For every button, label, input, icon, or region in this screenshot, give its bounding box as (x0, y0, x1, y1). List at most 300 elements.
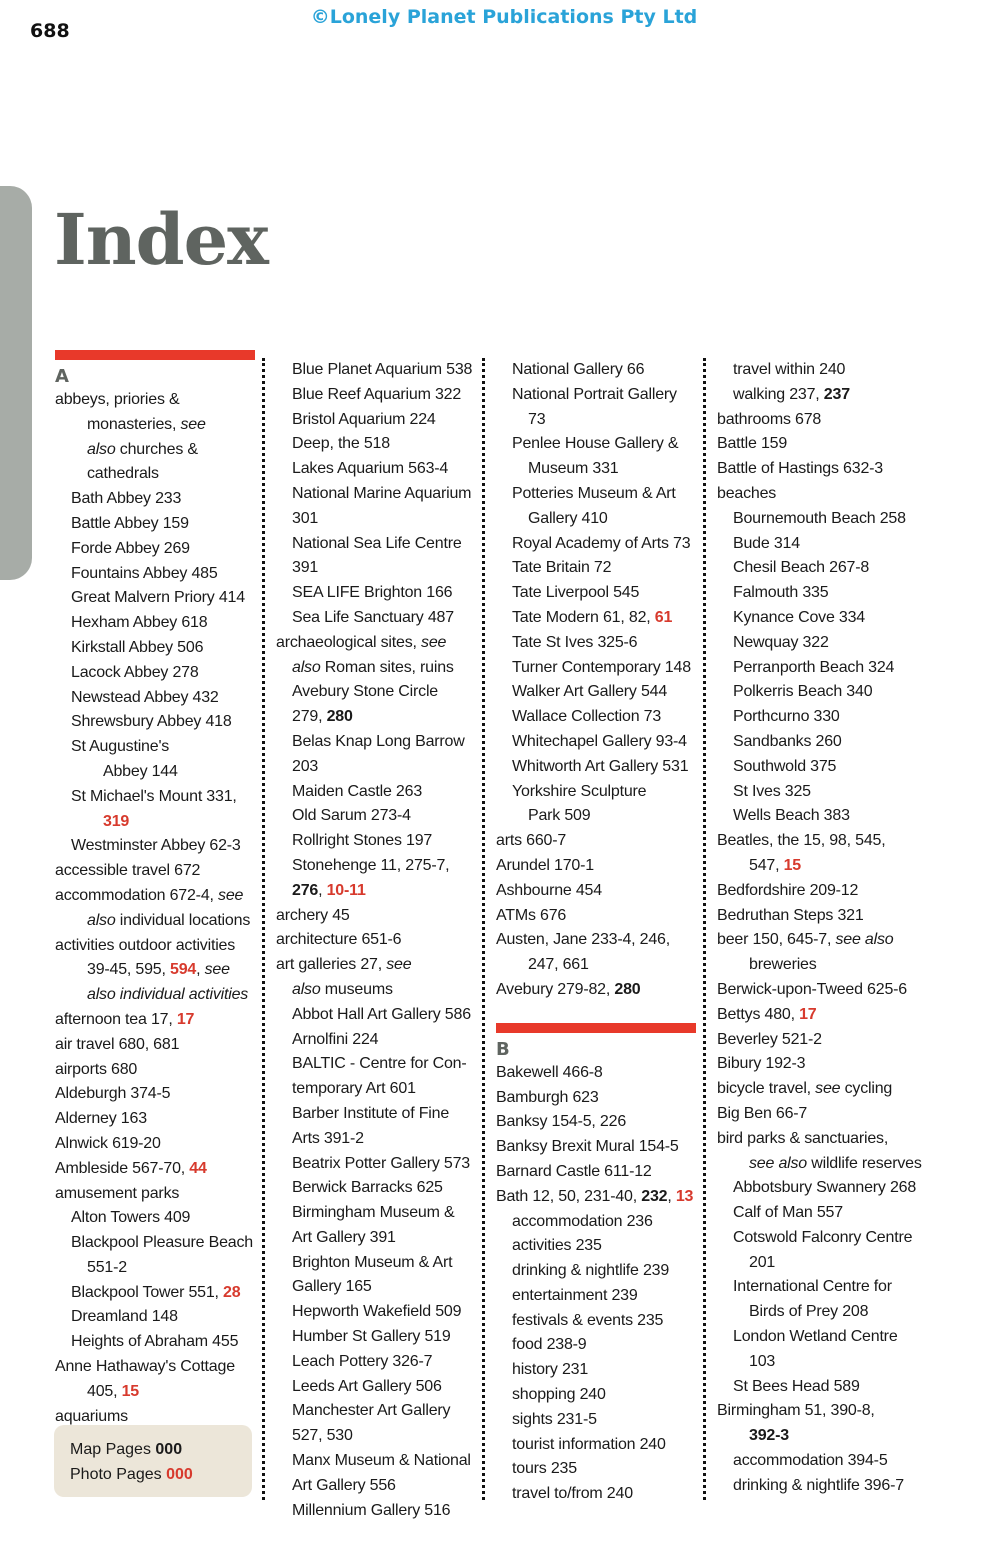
entry-text: Alton Towers 409 (71, 1209, 191, 1227)
map-page-ref: 392-3 (749, 1427, 789, 1445)
entry-text: Bedfordshire 209-12 (717, 881, 859, 899)
index-entry (496, 532, 696, 557)
index-entry (496, 879, 696, 904)
entry-text: bathrooms 678 (717, 410, 822, 428)
index-entry (496, 432, 696, 457)
index-entry (276, 656, 476, 681)
index-entry (496, 1110, 696, 1135)
entry-text: archaeological sites, (276, 633, 422, 651)
entry-text: 279, (292, 708, 327, 726)
entry-text: Leeds Art Gallery 506 (292, 1377, 442, 1395)
photo-page-ref: 17 (176, 1010, 195, 1028)
entry-text: Battle 159 (717, 435, 788, 453)
index-entry (717, 432, 917, 457)
entry-text: monasteries, (87, 415, 181, 433)
index-entry (496, 1309, 696, 1334)
index-entry (276, 457, 476, 482)
entry-text: air travel 680, 681 (55, 1035, 180, 1053)
entry-text: see (180, 415, 206, 433)
index-entry (276, 408, 476, 433)
entry-text: Bristol Aquarium 224 (292, 410, 436, 428)
entry-text: Deep, the 518 (292, 435, 390, 453)
entry-text: 551-2 (87, 1258, 127, 1276)
entry-text: also (292, 980, 321, 998)
index-entry (55, 1380, 255, 1405)
entry-text: amusement parks (55, 1184, 180, 1202)
index-column-2 (276, 358, 476, 1523)
index-entry (496, 457, 696, 482)
entry-text: Yorkshire Sculpture (512, 782, 647, 800)
index-entry (276, 1077, 476, 1102)
index-entry (717, 1077, 917, 1102)
index-entry (276, 1275, 476, 1300)
entry-text: Penlee House Gallery & (512, 435, 679, 453)
entry-text: Bath 12, 50, 231-40, (496, 1187, 642, 1205)
index-entry (717, 1028, 917, 1053)
entry-text: Gallery 410 (528, 509, 608, 527)
index-entry (717, 1226, 917, 1251)
index-entry (276, 1474, 476, 1499)
index-entry (55, 934, 255, 959)
entry-text: entertainment 239 (512, 1286, 638, 1304)
side-tab (0, 186, 32, 580)
section-rule (496, 1023, 696, 1033)
entry-text: bicycle travel, (717, 1080, 816, 1098)
entry-text: Forde Abbey 269 (71, 539, 190, 557)
index-entry (55, 512, 255, 537)
entry-text: Battle Abbey 159 (71, 514, 189, 532)
entry-text: see (815, 1080, 841, 1098)
entry-text: architecture 651-6 (276, 931, 402, 949)
entry-text: travel to/from 240 (512, 1485, 633, 1503)
entry-text: Millennium Gallery 516 (292, 1501, 451, 1519)
index-entry (276, 780, 476, 805)
index-entry (276, 705, 476, 730)
entry-text: aquariums (55, 1407, 128, 1425)
column-divider (262, 358, 265, 1500)
entry-text: food 238-9 (512, 1336, 587, 1354)
index-entry (496, 1234, 696, 1259)
index-entry (717, 953, 917, 978)
index-entry (55, 1256, 255, 1281)
index-entry (55, 1206, 255, 1231)
entry-text: Berwick-upon-Tweed 625-6 (717, 980, 907, 998)
page-title: Index (54, 198, 268, 281)
entry-text: Alderney 163 (55, 1110, 147, 1128)
entry-text: National Gallery 66 (512, 361, 645, 378)
index-entry (276, 680, 476, 705)
entry-text: Manx Museum & National (292, 1452, 471, 1470)
entry-text: London Wetland Centre (733, 1328, 898, 1346)
entry-text: Old Sarum 273-4 (292, 807, 411, 825)
entry-text: Kirkstall Abbey 506 (71, 638, 204, 656)
entry-text: Arts 391-2 (292, 1129, 364, 1147)
entry-text: International Centre for (733, 1278, 892, 1296)
index-entry (55, 413, 255, 438)
index-entry (55, 1305, 255, 1330)
index-entry (276, 1424, 476, 1449)
entry-text: Leach Pottery 326-7 (292, 1352, 433, 1370)
index-entry (55, 661, 255, 686)
index-entry (55, 1281, 255, 1306)
entry-text: Turner Contemporary 148 (512, 658, 691, 676)
index-entry (276, 1499, 476, 1524)
entry-text: Bibury 192-3 (717, 1055, 806, 1073)
index-entry (496, 408, 696, 433)
index-column-1 (55, 358, 255, 1429)
entry-text: Fountains Abbey 485 (71, 564, 218, 582)
index-entry (717, 408, 917, 433)
index-entry (496, 904, 696, 929)
index-entry (55, 537, 255, 562)
section-gap (496, 1003, 696, 1023)
index-entry (717, 581, 917, 606)
index-entry (496, 1482, 696, 1507)
entry-text: drinking & nightlife 239 (512, 1262, 670, 1280)
index-entry (55, 1330, 255, 1355)
index-entry (276, 1449, 476, 1474)
entry-text: Bournemouth Beach 258 (733, 509, 906, 527)
index-entry (55, 834, 255, 859)
index-entry (276, 953, 476, 978)
index-entry (496, 383, 696, 408)
entry-text: Beatrix Potter Gallery 573 (292, 1154, 470, 1172)
index-entry (717, 978, 917, 1003)
entry-text: Arnolfini 224 (292, 1030, 379, 1048)
entry-text: 201 (749, 1253, 776, 1271)
index-entry (276, 854, 476, 879)
index-entry (276, 383, 476, 408)
entry-text: abbeys, priories & (55, 391, 180, 408)
index-entry (717, 532, 917, 557)
entry-text: Barber Institute of Fine (292, 1104, 450, 1122)
entry-text: 527, 530 (292, 1427, 353, 1445)
entry-text: history 231 (512, 1361, 589, 1379)
index-entry (717, 1449, 917, 1474)
index-entry (717, 1375, 917, 1400)
index-entry (496, 1210, 696, 1235)
entry-text: Humber St Gallery 519 (292, 1328, 451, 1346)
entry-text: festivals & events 235 (512, 1311, 664, 1329)
index-entry (276, 755, 476, 780)
entry-text: Tate St Ives 325-6 (512, 633, 638, 651)
entry-text: SEA LIFE Brighton 166 (292, 584, 453, 602)
entry-text: Abbotsbury Swannery 268 (733, 1179, 917, 1197)
entry-text: National Marine Aquarium (292, 484, 472, 502)
index-entry (276, 482, 476, 507)
index-entry (496, 606, 696, 631)
entry-text: Perranporth Beach 324 (733, 658, 895, 676)
index-entry (276, 556, 476, 581)
entry-text: Museum 331 (528, 460, 619, 478)
index-entry (276, 978, 476, 1003)
index-entry (717, 656, 917, 681)
entry-text: National Sea Life Centre (292, 534, 462, 552)
entry-text: 547, (749, 856, 784, 874)
index-entry (55, 611, 255, 636)
index-entry (276, 507, 476, 532)
entry-text: Abbot Hall Art Gallery 586 (292, 1005, 471, 1023)
index-entry (717, 1350, 917, 1375)
index-entry (717, 507, 917, 532)
entry-text: breweries (749, 956, 817, 974)
index-entry (276, 581, 476, 606)
entry-text: Beverley 521-2 (717, 1030, 822, 1048)
index-entry (496, 804, 696, 829)
entry-text: Belas Knap Long Barrow (292, 732, 465, 750)
index-entry (496, 780, 696, 805)
entry-text: Beatles, the 15, 98, 545, (717, 832, 886, 850)
index-entry (55, 1157, 255, 1182)
index-entry (276, 1300, 476, 1325)
entry-text: Newquay 322 (733, 633, 829, 651)
index-entry (276, 1201, 476, 1226)
entry-text: arts 660-7 (496, 832, 567, 850)
entry-text: Art Gallery 556 (292, 1476, 396, 1494)
index-entry (496, 358, 696, 383)
entry-text: Calf of Man 557 (733, 1204, 843, 1222)
index-entry (496, 680, 696, 705)
index-entry (717, 1052, 917, 1077)
index-entry (55, 859, 255, 884)
index-entry (496, 656, 696, 681)
index-entry (496, 1160, 696, 1185)
index-entry (276, 1152, 476, 1177)
map-page-ref: 237 (823, 385, 850, 403)
index-entry (55, 686, 255, 711)
index-entry (717, 457, 917, 482)
index-entry (496, 556, 696, 581)
index-entry (55, 1231, 255, 1256)
index-entry (276, 532, 476, 557)
index-entry (717, 829, 917, 854)
entry-text: Austen, Jane 233-4, 246, (496, 931, 670, 949)
entry-text: , (318, 881, 327, 899)
photo-page-ref: 319 (103, 812, 130, 830)
entry-text: tourist information 240 (512, 1435, 666, 1453)
entry-text: bird parks & sanctuaries, (717, 1129, 889, 1147)
index-entry (276, 804, 476, 829)
index-entry (55, 636, 255, 661)
index-entry (496, 854, 696, 879)
entry-text: Brighton Museum & Art (292, 1253, 453, 1271)
index-entry (496, 1086, 696, 1111)
index-entry (496, 928, 696, 953)
index-entry (55, 586, 255, 611)
entry-text: 391 (292, 559, 319, 577)
entry-text: St Michael's Mount 331, (71, 787, 237, 805)
index-entry (717, 804, 917, 829)
index-entry (276, 1251, 476, 1276)
entry-text: also (87, 911, 116, 929)
entry-text: tours 235 (512, 1460, 577, 1478)
entry-text: 73 (528, 410, 546, 428)
index-entry (717, 928, 917, 953)
entry-text: beer 150, 645-7, (717, 931, 836, 949)
entry-text: Ashbourne 454 (496, 881, 602, 899)
index-entry (276, 1102, 476, 1127)
entry-text: 405, (87, 1382, 122, 1400)
index-entry (496, 829, 696, 854)
entry-text: St Augustine's (71, 738, 170, 756)
index-entry (717, 1325, 917, 1350)
entry-text: also (292, 658, 321, 676)
index-entry (276, 1003, 476, 1028)
index-entry (496, 1433, 696, 1458)
entry-text: Maiden Castle 263 (292, 782, 423, 800)
index-entry (55, 760, 255, 785)
index-entry (496, 507, 696, 532)
entry-text: Banksy 154-5, 226 (496, 1113, 627, 1131)
entry-text: Blue Reef Aquarium 322 (292, 385, 462, 403)
entry-text: Bakewell 466-8 (496, 1063, 603, 1081)
photo-page-ref: 10-11 (326, 881, 366, 899)
photo-page-ref: 28 (223, 1283, 241, 1301)
index-entry (496, 631, 696, 656)
entry-text: drinking & nightlife 396-7 (733, 1476, 904, 1494)
entry-text: Bettys 480, (717, 1005, 800, 1023)
index-column-3 (496, 358, 696, 1507)
index-entry (55, 388, 255, 413)
index-entry (717, 606, 917, 631)
index-entry (55, 1058, 255, 1083)
index-entry (55, 1008, 255, 1033)
index-entry (496, 978, 696, 1003)
entry-text: Sea Life Sanctuary 487 (292, 608, 454, 626)
entry-text: Blackpool Pleasure Beach (71, 1234, 253, 1252)
entry-text: Heights of Abraham 455 (71, 1333, 239, 1351)
entry-text: Avebury Stone Circle (292, 683, 439, 701)
entry-text: accommodation 394-5 (733, 1452, 888, 1470)
index-entry (55, 1082, 255, 1107)
index-entry (496, 1135, 696, 1160)
entry-text: Arundel 170-1 (496, 856, 594, 874)
entry-text: 247, 661 (528, 956, 589, 974)
index-entry (276, 1325, 476, 1350)
entry-text: Tate Britain 72 (512, 559, 612, 577)
entry-text: Bamburgh 623 (496, 1088, 599, 1106)
index-entry (55, 1107, 255, 1132)
index-entry (496, 1358, 696, 1383)
entry-text: Alnwick 619-20 (55, 1134, 161, 1152)
photo-page-ref: 594 (170, 961, 197, 979)
map-page-ref: 232 (641, 1187, 668, 1205)
entry-text: Wells Beach 383 (733, 807, 850, 825)
entry-text: Birds of Prey 208 (749, 1303, 869, 1321)
index-entry (276, 1399, 476, 1424)
entry-text: Roman sites, ruins (320, 658, 454, 676)
entry-text: Berwick Barracks 625 (292, 1179, 443, 1197)
index-entry (717, 1176, 917, 1201)
index-entry (496, 705, 696, 730)
entry-text: Lakes Aquarium 563-4 (292, 460, 449, 478)
index-entry (496, 1383, 696, 1408)
index-entry (276, 730, 476, 755)
entry-text: Dreamland 148 (71, 1308, 178, 1326)
index-entry (55, 1033, 255, 1058)
index-entry (55, 1182, 255, 1207)
entry-text: art galleries 27, (276, 956, 387, 974)
index-entry (496, 953, 696, 978)
index-entry (717, 1127, 917, 1152)
copyright-notice: ©Lonely Planet Publications Pty Ltd (310, 6, 698, 28)
entry-text: Blackpool Tower 551, (71, 1283, 224, 1301)
entry-text: ATMs 676 (496, 906, 567, 924)
entry-text: St Bees Head 589 (733, 1377, 860, 1395)
index-entry (496, 581, 696, 606)
photo-page-ref: 44 (189, 1159, 207, 1177)
entry-text: Kynance Cove 334 (733, 608, 866, 626)
entry-text: beaches (717, 484, 777, 502)
entry-text: see (218, 886, 244, 904)
index-entry (496, 1061, 696, 1086)
entry-text: walking 237, (733, 385, 824, 403)
entry-text: Manchester Art Gallery (292, 1402, 451, 1420)
entry-text: 103 (749, 1352, 776, 1370)
entry-text: temporary Art 601 (292, 1080, 416, 1098)
entry-text: Lacock Abbey 278 (71, 663, 199, 681)
index-entry (276, 358, 476, 383)
photo-page-ref: 15 (783, 856, 801, 874)
entry-text: Whitworth Art Gallery 531 (512, 757, 689, 775)
entry-text: Rollright Stones 197 (292, 832, 433, 850)
entry-text: National Portrait Gallery (512, 385, 677, 403)
index-entry (276, 1176, 476, 1201)
entry-text: Ambleside 567-70, (55, 1159, 190, 1177)
entry-text: see (386, 956, 412, 974)
entry-text: archery 45 (276, 906, 350, 924)
entry-text: Royal Academy of Arts 73 (512, 534, 691, 552)
index-entry (276, 1350, 476, 1375)
entry-text: Abbey 144 (103, 762, 178, 780)
entry-text: cycling (840, 1080, 893, 1098)
index-entry (276, 1052, 476, 1077)
index-entry (717, 680, 917, 705)
entry-text: see (421, 633, 447, 651)
entry-text: activities outdoor activities (55, 936, 236, 954)
index-entry (717, 631, 917, 656)
entry-text: Tate Liverpool 545 (512, 584, 640, 602)
entry-text: Battle of Hastings 632-3 (717, 460, 883, 478)
entry-text: Bedruthan Steps 321 (717, 906, 864, 924)
entry-text: accessible travel 672 (55, 862, 201, 880)
index-entry (717, 1152, 922, 1177)
index-entry (717, 904, 917, 929)
index-entry (276, 631, 476, 656)
entry-text: Blue Planet Aquarium 538 (292, 361, 473, 378)
entry-text: travel within 240 (733, 361, 846, 378)
entry-text: sights 231-5 (512, 1410, 597, 1428)
entry-text: Porthcurno 330 (733, 708, 840, 726)
legend-photo-pages (70, 1462, 193, 1487)
map-page-ref: 280 (326, 708, 353, 726)
entry-text: also individual activities (87, 986, 249, 1004)
section-letter: A (55, 366, 69, 387)
index-entry (276, 904, 476, 929)
index-entry (717, 879, 917, 904)
index-entry (55, 438, 255, 463)
entry-text: wildlife reserves (807, 1154, 922, 1172)
index-entry (717, 383, 917, 408)
entry-text: Cotswold Falconry Centre (733, 1228, 913, 1246)
section-rule (55, 350, 255, 360)
index-entry (717, 1003, 917, 1028)
entry-text: Southwold 375 (733, 757, 837, 775)
index-entry (55, 909, 255, 934)
index-entry (55, 735, 255, 760)
index-entry (55, 562, 255, 587)
index-entry (276, 1127, 476, 1152)
